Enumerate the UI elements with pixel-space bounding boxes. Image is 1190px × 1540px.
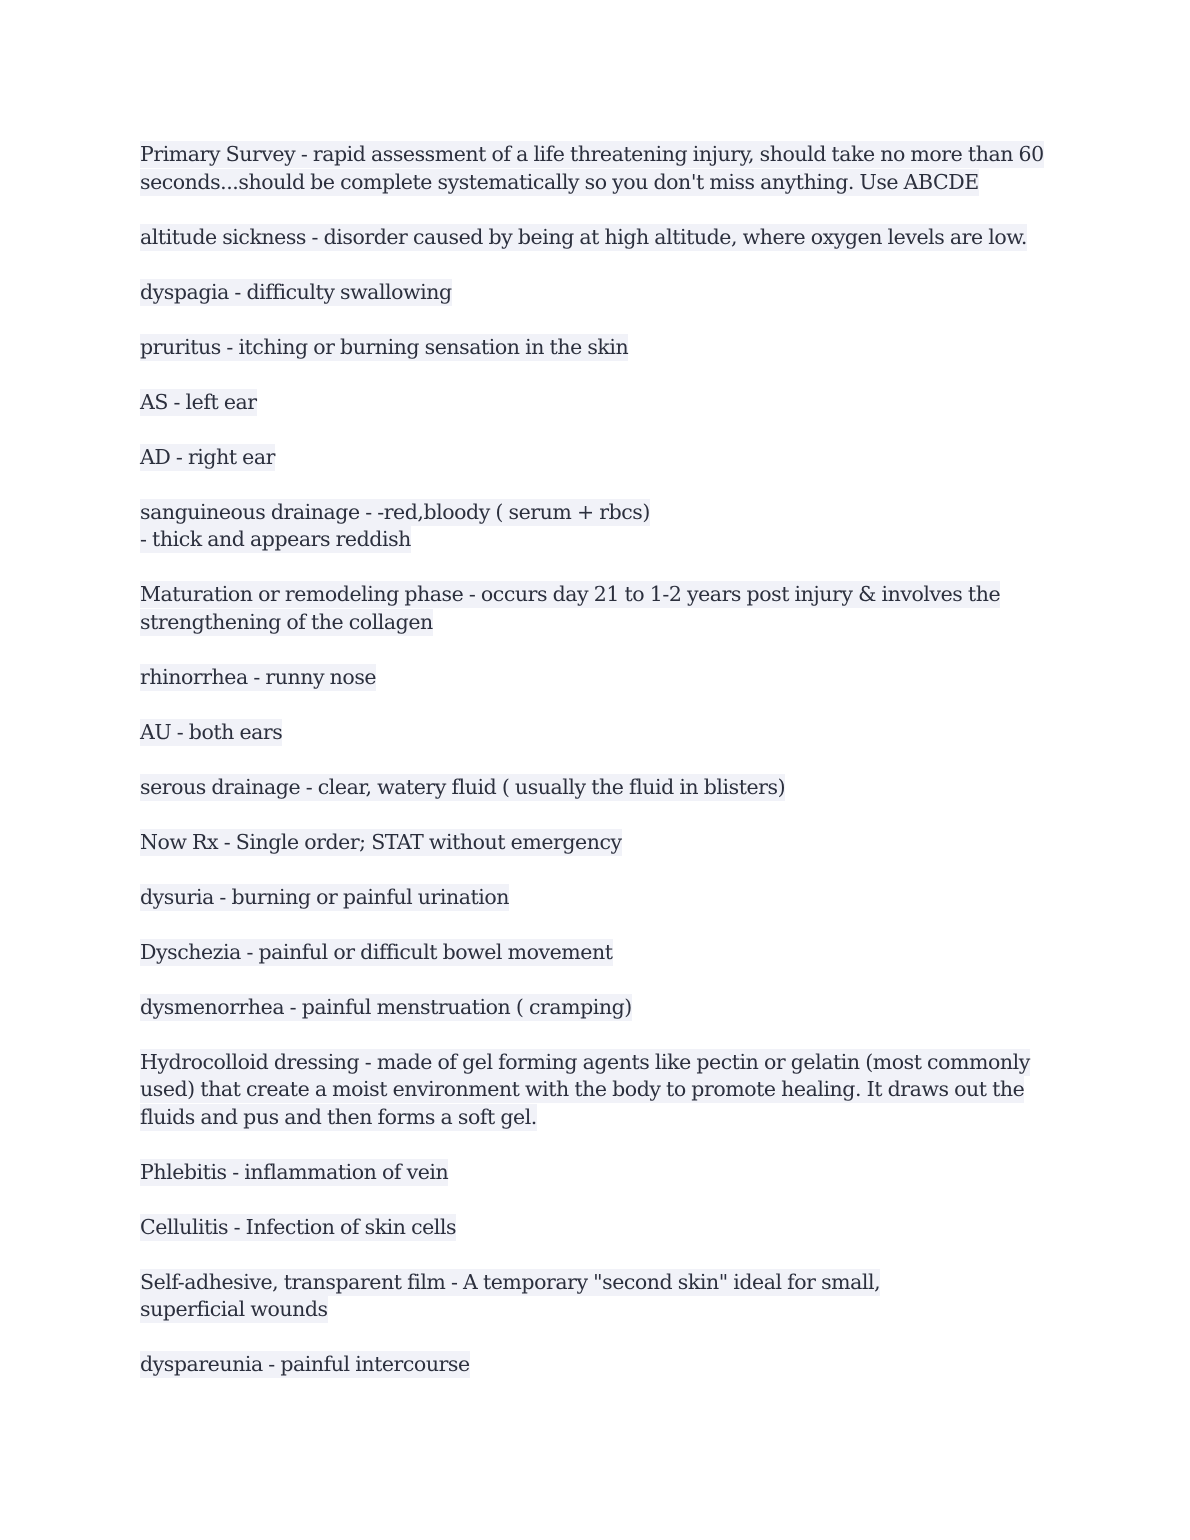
- entry-text: rhinorrhea - runny nose: [140, 664, 377, 689]
- entry-line: [140, 1214, 1060, 1242]
- entry-line: [140, 609, 1060, 637]
- entry-line: [140, 994, 1060, 1022]
- glossary-entry: [140, 389, 1060, 417]
- glossary-entry: [140, 939, 1060, 967]
- entry-text: dysmenorrhea - painful menstruation ( cramping): [140, 994, 632, 1019]
- glossary-entry: [140, 334, 1060, 362]
- entry-text: serous drainage - clear, watery fluid ( usually the fluid in blisters): [140, 774, 786, 799]
- entry-text: Cellulitis - Infection of skin cells: [140, 1214, 457, 1239]
- glossary-list: [140, 141, 1060, 1406]
- glossary-entry: [140, 279, 1060, 307]
- entry-text: AS - left ear: [140, 389, 257, 414]
- entry-line: [140, 829, 1060, 857]
- glossary-entry: [140, 664, 1060, 692]
- entry-line: [140, 1296, 1060, 1324]
- entry-text: Self-adhesive, transparent film - A temporary "second skin" ideal for small,: [140, 1269, 881, 1294]
- entry-text: used) that create a moist environment with the body to promote healing. It draws out the: [140, 1077, 1025, 1101]
- entry-text: - thick and appears reddish: [140, 527, 411, 551]
- entry-text: sanguineous drainage - -red,bloody ( serum + rbcs): [140, 499, 650, 524]
- entry-line: [140, 1049, 1060, 1077]
- glossary-entry: [140, 1269, 1060, 1324]
- glossary-entry: [140, 884, 1060, 912]
- glossary-entry: [140, 719, 1060, 747]
- entry-line: [140, 224, 1060, 252]
- entry-line: [140, 526, 1060, 554]
- entry-line: [140, 1159, 1060, 1187]
- entry-text: Dyschezia - painful or difficult bowel movement: [140, 939, 613, 964]
- glossary-entry: [140, 581, 1060, 636]
- entry-line: [140, 1269, 1060, 1297]
- glossary-entry: [140, 444, 1060, 472]
- entry-line: [140, 169, 1060, 197]
- entry-line: [140, 334, 1060, 362]
- entry-line: [140, 1351, 1060, 1379]
- glossary-entry: [140, 1049, 1060, 1132]
- entry-line: [140, 664, 1060, 692]
- entry-text: altitude sickness - disorder caused by being at high altitude, where oxygen levels are low.: [140, 224, 1027, 249]
- glossary-entry: [140, 1351, 1060, 1379]
- entry-text: pruritus - itching or burning sensation in the skin: [140, 334, 629, 359]
- entry-text: dyspagia - difficulty swallowing: [140, 279, 452, 304]
- entry-line: [140, 581, 1060, 609]
- entry-line: [140, 389, 1060, 417]
- entry-text: fluids and pus and then forms a soft gel.: [140, 1104, 537, 1129]
- entry-line: [140, 884, 1060, 912]
- entry-line: [140, 774, 1060, 802]
- glossary-entry: [140, 774, 1060, 802]
- entry-line: [140, 141, 1060, 169]
- glossary-entry: [140, 1159, 1060, 1187]
- entry-text: Phlebitis - inflammation of vein: [140, 1159, 449, 1184]
- entry-line: [140, 444, 1060, 472]
- glossary-entry: [140, 224, 1060, 252]
- glossary-entry: [140, 1214, 1060, 1242]
- entry-text: AU - both ears: [140, 719, 283, 744]
- entry-line: [140, 1076, 1060, 1104]
- entry-text: superficial wounds: [140, 1297, 328, 1321]
- entry-line: [140, 1104, 1060, 1132]
- entry-text: Maturation or remodeling phase - occurs day 21 to 1-2 years post injury & involves the: [140, 582, 1001, 606]
- entry-text: Now Rx - Single order; STAT without emergency: [140, 829, 622, 854]
- entry-text: seconds...should be complete systematically so you don't miss anything. Use ABCDE: [140, 169, 979, 194]
- entry-line: [140, 939, 1060, 967]
- glossary-entry: [140, 141, 1060, 196]
- entry-text: dysuria - burning or painful urination: [140, 884, 510, 909]
- glossary-entry: [140, 829, 1060, 857]
- glossary-entry: [140, 994, 1060, 1022]
- entry-text: Hydrocolloid dressing - made of gel forming agents like pectin or gelatin (most commonly: [140, 1049, 1030, 1074]
- entry-text: dyspareunia - painful intercourse: [140, 1352, 470, 1376]
- entry-text: Primary Survey - rapid assessment of a life threatening injury, should take no more than 60: [140, 142, 1044, 166]
- entry-line: [140, 279, 1060, 307]
- entry-line: [140, 499, 1060, 527]
- entry-text: strengthening of the collagen: [140, 609, 433, 634]
- entry-text: AD - right ear: [140, 444, 275, 469]
- entry-line: [140, 719, 1060, 747]
- glossary-entry: [140, 499, 1060, 554]
